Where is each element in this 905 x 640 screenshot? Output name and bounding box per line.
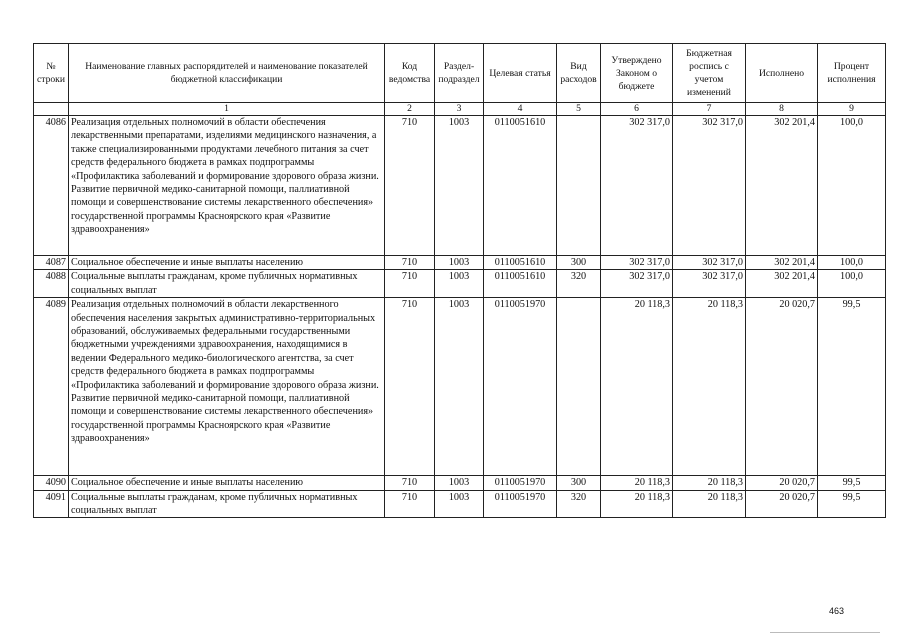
table-row	[34, 116, 886, 256]
row-executed: 20 020,7	[746, 490, 818, 518]
header-row	[34, 44, 886, 103]
row-name: Социальные выплаты гражданам, кроме публичных нормативных социальных выплат	[69, 270, 385, 298]
table-row	[34, 490, 886, 518]
budget-execution-table	[33, 43, 886, 518]
row-budget-plan: 302 317,0	[673, 116, 746, 256]
row-dept-code: 710	[385, 256, 435, 270]
row-dept-code: 710	[385, 490, 435, 518]
table-row	[34, 298, 886, 476]
row-percent: 100,0	[818, 256, 886, 270]
row-number: 4088	[34, 270, 69, 298]
row-executed: 302 201,4	[746, 270, 818, 298]
row-dept-code: 710	[385, 270, 435, 298]
column-number: 8	[746, 103, 818, 116]
row-percent: 100,0	[818, 116, 886, 256]
row-approved: 20 118,3	[601, 476, 673, 490]
row-target: 0110051970	[484, 476, 557, 490]
column-number: 2	[385, 103, 435, 116]
header-section: Раздел-подраздел	[435, 44, 484, 103]
row-percent: 100,0	[818, 270, 886, 298]
row-expense-type: 300	[557, 476, 601, 490]
column-number: 9	[818, 103, 886, 116]
row-name: Реализация отдельных полномочий в области обеспечения лекарственными препаратами, изделиями медицинского назначения, а также специализированными продуктами лечебного питания за счет средств федерального бюджета в рамках подпрограммы «Профилактика заболеваний и формирование здорового образа жизни. Развитие первичной медико-санитарной помощи, паллиативной помощи и совершенствование системы лекарственного обеспечения» государственной программы Красноярского края «Развитие здравоохранения»	[69, 116, 385, 256]
column-number: 1	[69, 103, 385, 116]
column-number: 6	[601, 103, 673, 116]
header-approved: Утверждено Законом о бюджете	[601, 44, 673, 103]
column-number: 7	[673, 103, 746, 116]
row-dept-code: 710	[385, 298, 435, 476]
row-percent: 99,5	[818, 476, 886, 490]
header-row-no: № строки	[34, 44, 69, 103]
row-budget-plan: 20 118,3	[673, 298, 746, 476]
row-expense-type	[557, 116, 601, 256]
row-target: 0110051610	[484, 256, 557, 270]
column-number	[34, 103, 69, 116]
row-approved: 302 317,0	[601, 256, 673, 270]
table-row	[34, 256, 886, 270]
row-budget-plan: 20 118,3	[673, 490, 746, 518]
row-approved: 302 317,0	[601, 116, 673, 256]
scan-artifact-line	[770, 632, 880, 633]
row-percent: 99,5	[818, 490, 886, 518]
row-name: Реализация отдельных полномочий в области лекарственного обеспечения населения закрытых административно-территориальных образований, обслуживаемых федеральными государственными бюджетными учреждениями здравоохранения, находящимися в ведении Федерального медико-биологического агентства, за счет средств федерального бюджета в рамках подпрограммы «Профилактика заболеваний и формирование здорового образа жизни. Развитие первичной медико-санитарной помощи, паллиативной помощи и совершенствование системы лекарственного обеспечения» государственной программы Красноярского края «Развитие здравоохранения»	[69, 298, 385, 476]
header-target: Целевая статья	[484, 44, 557, 103]
row-approved: 302 317,0	[601, 270, 673, 298]
row-percent: 99,5	[818, 298, 886, 476]
row-section: 1003	[435, 256, 484, 270]
row-expense-type: 320	[557, 490, 601, 518]
row-number: 4091	[34, 490, 69, 518]
column-number: 5	[557, 103, 601, 116]
row-name: Социальное обеспечение и иные выплаты населению	[69, 256, 385, 270]
header-dept-code: Код ведомства	[385, 44, 435, 103]
row-section: 1003	[435, 490, 484, 518]
row-target: 0110051970	[484, 298, 557, 476]
row-section: 1003	[435, 270, 484, 298]
row-budget-plan: 20 118,3	[673, 476, 746, 490]
table-row	[34, 270, 886, 298]
row-section: 1003	[435, 298, 484, 476]
header-expense-type: Вид расходов	[557, 44, 601, 103]
row-approved: 20 118,3	[601, 298, 673, 476]
row-budget-plan: 302 317,0	[673, 256, 746, 270]
header-percent: Процент исполнения	[818, 44, 886, 103]
row-target: 0110051610	[484, 270, 557, 298]
row-executed: 302 201,4	[746, 256, 818, 270]
row-expense-type	[557, 298, 601, 476]
row-number: 4089	[34, 298, 69, 476]
row-executed: 302 201,4	[746, 116, 818, 256]
row-executed: 20 020,7	[746, 298, 818, 476]
table-row	[34, 476, 886, 490]
row-section: 1003	[435, 116, 484, 256]
column-number: 3	[435, 103, 484, 116]
row-approved: 20 118,3	[601, 490, 673, 518]
page-number: 463	[829, 606, 845, 616]
header-budget-plan: Бюджетная роспись с учетом изменений	[673, 44, 746, 103]
row-budget-plan: 302 317,0	[673, 270, 746, 298]
row-dept-code: 710	[385, 116, 435, 256]
header-executed: Исполнено	[746, 44, 818, 103]
row-target: 0110051610	[484, 116, 557, 256]
row-name: Социальные выплаты гражданам, кроме публичных нормативных социальных выплат	[69, 490, 385, 518]
row-expense-type: 320	[557, 270, 601, 298]
column-number-row	[34, 103, 886, 116]
row-number: 4087	[34, 256, 69, 270]
row-number: 4090	[34, 476, 69, 490]
header-name: Наименование главных распорядителей и наименование показателей бюджетной классификации	[69, 44, 385, 103]
row-dept-code: 710	[385, 476, 435, 490]
row-number: 4086	[34, 116, 69, 256]
column-number: 4	[484, 103, 557, 116]
row-name: Социальное обеспечение и иные выплаты населению	[69, 476, 385, 490]
row-executed: 20 020,7	[746, 476, 818, 490]
row-section: 1003	[435, 476, 484, 490]
row-expense-type: 300	[557, 256, 601, 270]
row-target: 0110051970	[484, 490, 557, 518]
